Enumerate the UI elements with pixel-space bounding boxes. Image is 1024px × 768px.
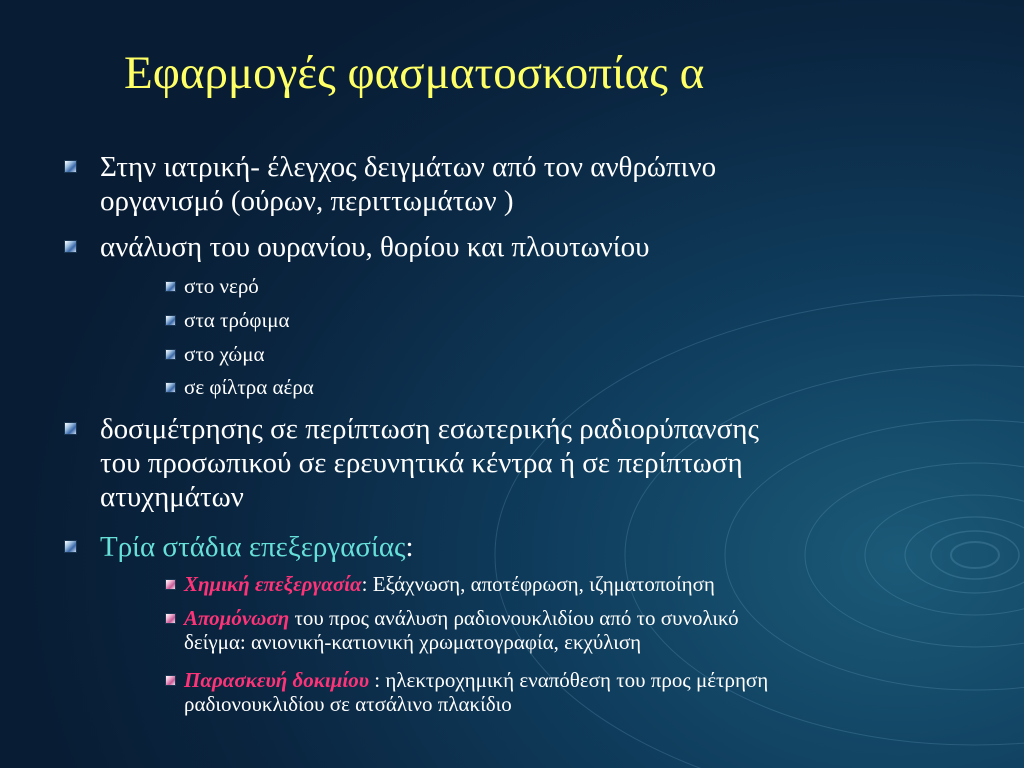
term-isolation: Απομόνωση (184, 606, 290, 630)
slide-title: Εφαρμογές φασματοσκοπίας α (124, 47, 705, 99)
bullet-dosimetry-line3: ατυχημάτων (100, 481, 244, 513)
bullet-uranium-analysis (64, 230, 649, 264)
square-bullet-icon (165, 315, 176, 326)
square-bullet-icon (165, 349, 176, 360)
term-chemical-processing: Χημική επεξεργασία (184, 572, 362, 596)
bullet-processing-stages (64, 530, 414, 564)
square-bullet-icon (165, 579, 176, 590)
bullet-medicine (64, 150, 716, 218)
sub-bullet-text: στα τρόφιμα (184, 308, 290, 332)
processing-stages-heading: Τρία στάδια επεξεργασίας (100, 531, 406, 563)
square-bullet-icon (165, 382, 176, 393)
square-bullet-icon (165, 675, 176, 686)
bullet-uranium-analysis-text: ανάλυση του ουρανίου, θορίου και πλουτωνίου (100, 231, 650, 263)
square-bullet-icon (165, 613, 176, 624)
bullet-medicine-line1: Στην ιατρική- έλεγχος δειγμάτων από τον ανθρώπινο (100, 151, 717, 183)
square-bullet-icon (64, 240, 77, 253)
sub-bullet-air-filters (165, 375, 314, 399)
isolation-description-line2: δείγμα: ανιονική-κατιονική χρωματογραφία, εκχύλιση (184, 630, 642, 654)
sub-bullet-text: στο χώμα (184, 342, 265, 366)
bullet-medicine-line2: οργανισμό (ούρων, περιττωμάτων ) (100, 185, 514, 217)
square-bullet-icon (64, 540, 77, 553)
sample-preparation-description-line2: ραδιονουκλιδίου σε ατσάλινο πλακίδιο (184, 692, 512, 716)
term-sample-preparation: Παρασκευή δοκιμίου (184, 668, 370, 692)
sub-bullet-soil (165, 342, 264, 366)
square-bullet-icon (64, 160, 77, 173)
sub-bullet-water (165, 274, 259, 298)
sub-bullet-food (165, 308, 289, 332)
square-bullet-icon (64, 422, 77, 435)
sub-bullet-text: σε φίλτρα αέρα (184, 375, 314, 399)
sub-bullet-chemical-processing (165, 572, 715, 596)
square-bullet-icon (165, 281, 176, 292)
isolation-description: του προς ανάλυση ραδιονουκλιδίου από το συνολικό (289, 606, 739, 630)
bullet-dosimetry-line1: δοσιμέτρησης σε περίπτωση εσωτερικής ραδιορύπανσης (100, 413, 759, 445)
bullet-dosimetry (64, 412, 759, 514)
sub-bullet-text: στο νερό (184, 274, 259, 298)
chemical-processing-description: : Εξάχνωση, αποτέφρωση, ιζηματοποίηση (361, 572, 715, 596)
sub-bullet-sample-preparation (165, 668, 768, 716)
processing-stages-colon: : (405, 531, 414, 563)
bullet-dosimetry-line2: του προσωπικού σε ερευνητικά κέντρα ή σε περίπτωση (100, 447, 743, 479)
sub-bullet-isolation (165, 606, 739, 654)
sample-preparation-description: : ηλεκτροχημική εναπόθεση του προς μέτρηση (369, 668, 769, 692)
